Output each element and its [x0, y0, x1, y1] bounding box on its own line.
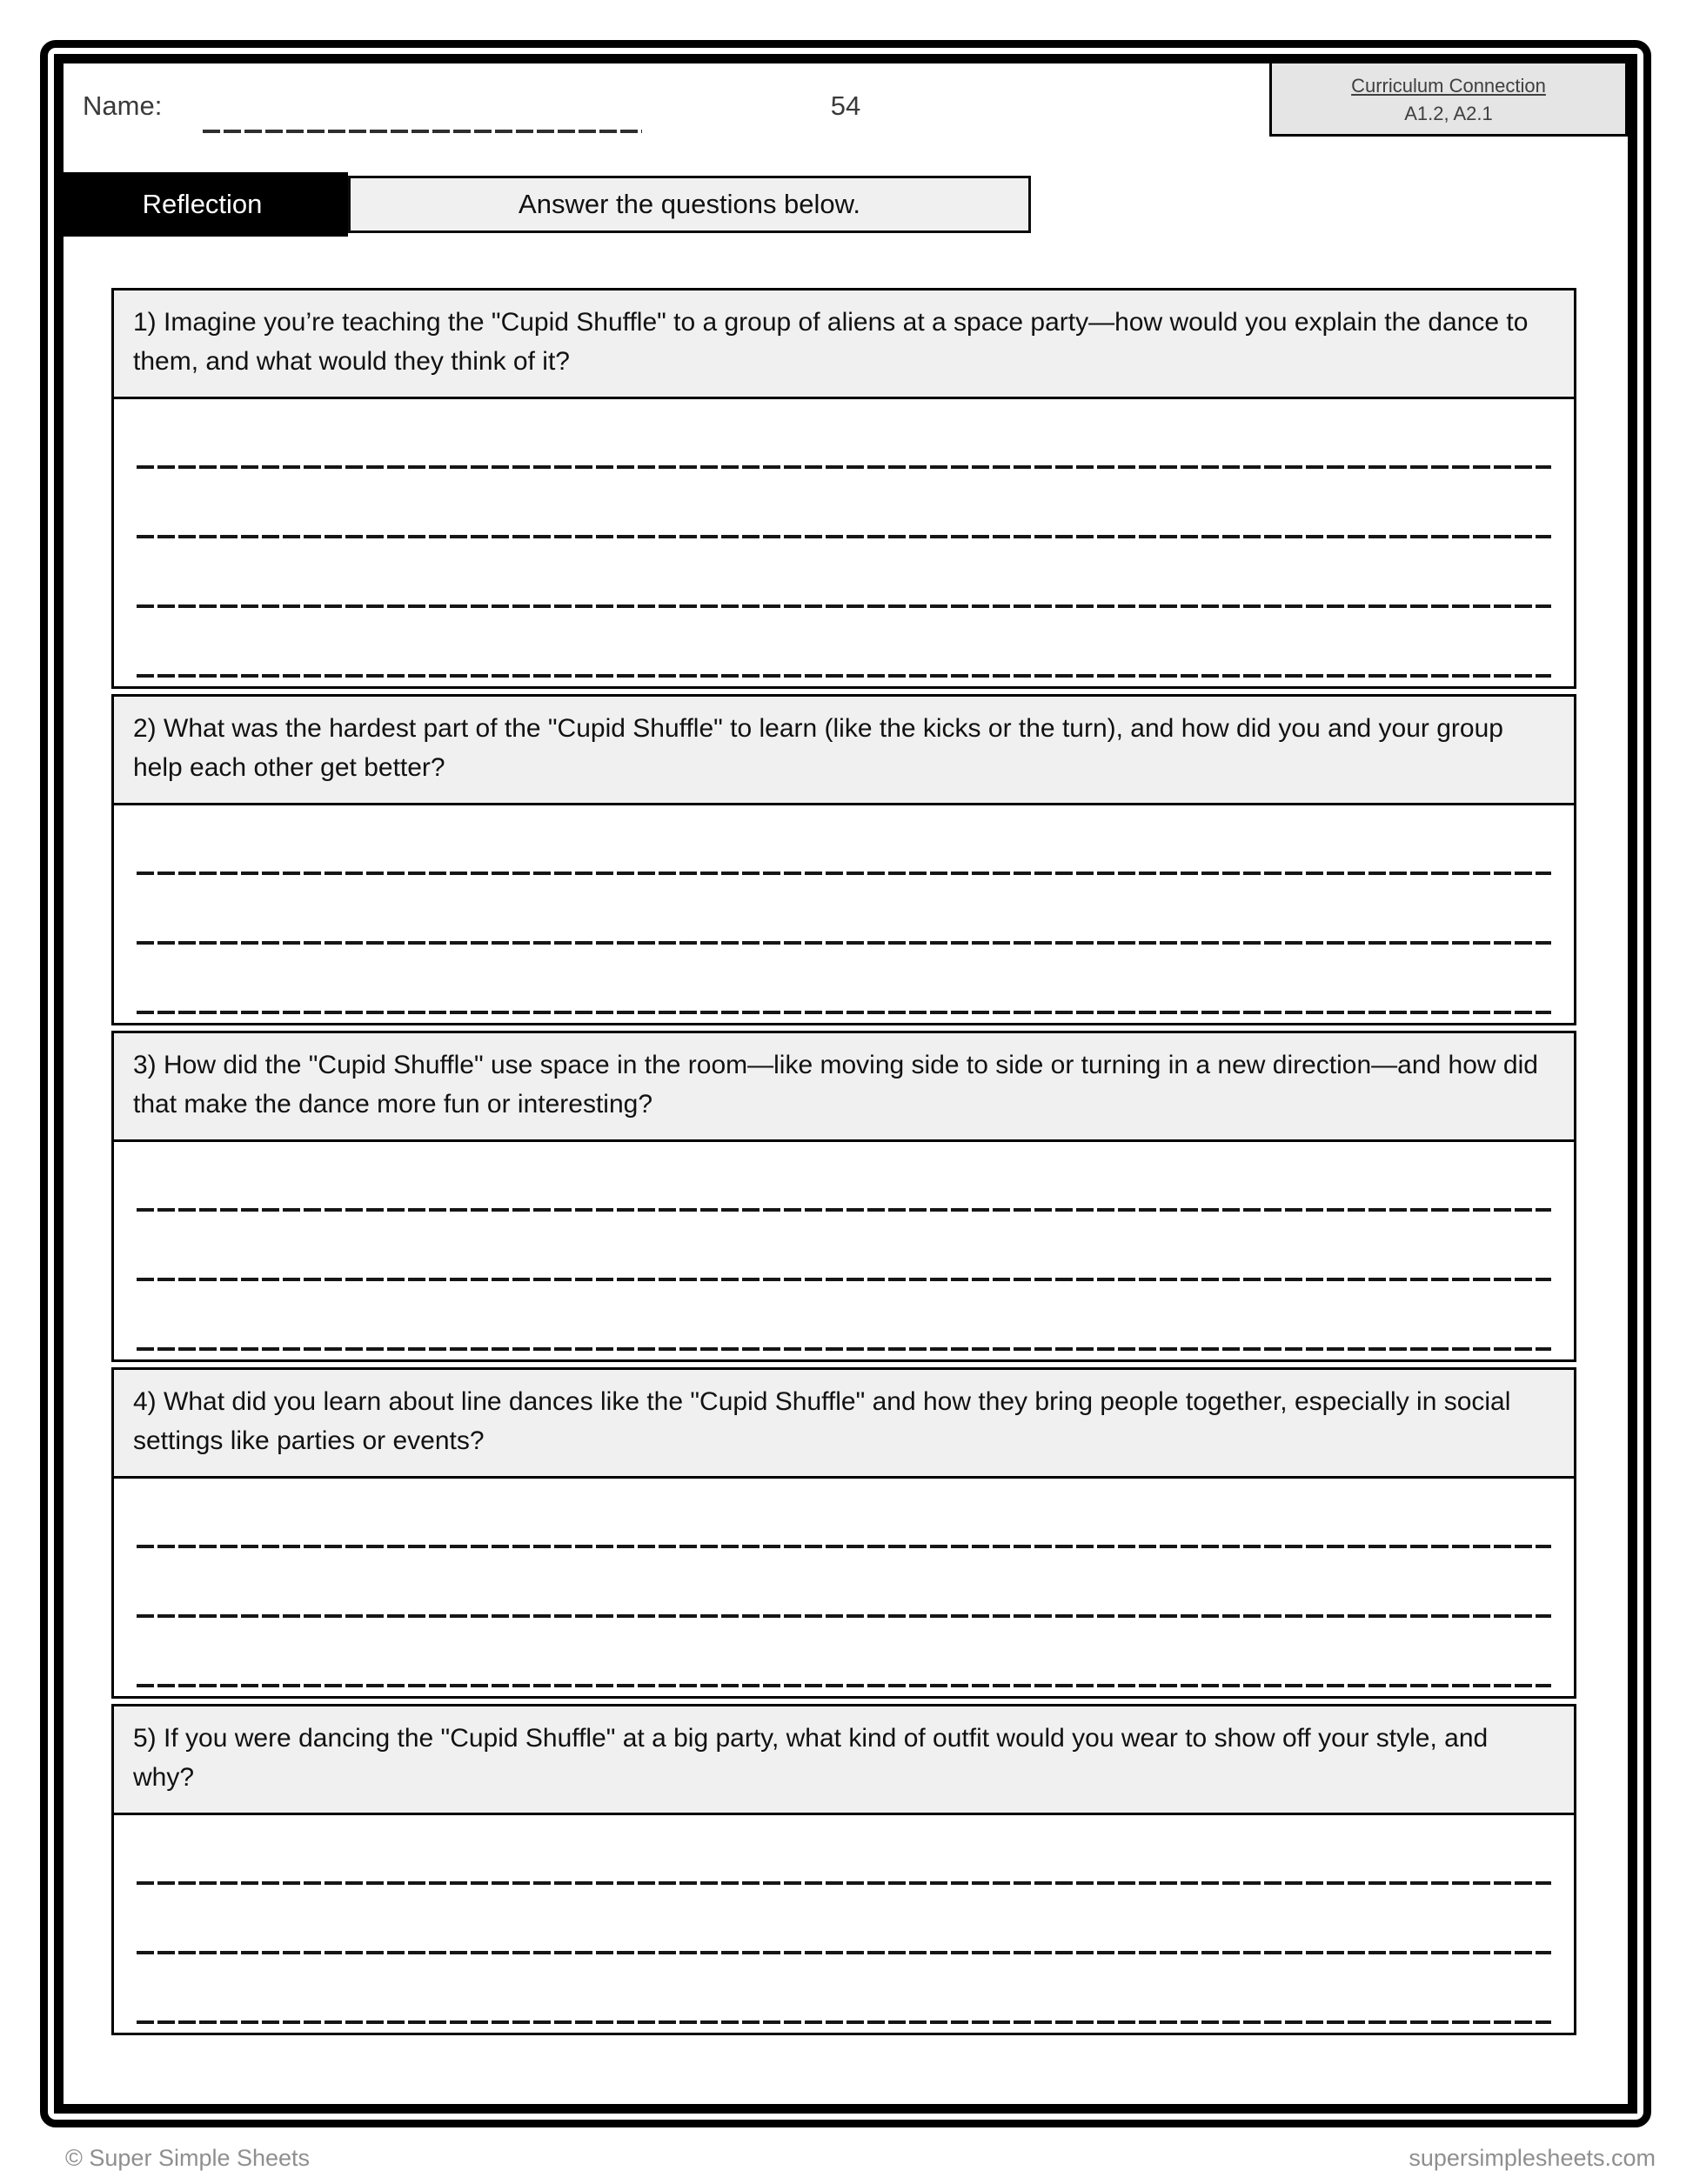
answer-area[interactable]	[114, 805, 1574, 1023]
question-text: 1) Imagine you’re teaching the "Cupid Shuffle" to a group of aliens at a space party—how would you explain the dance to them, and what would they think of it?	[114, 291, 1574, 399]
answer-line[interactable]	[137, 1815, 1551, 1885]
curriculum-connection-title: Curriculum Connection	[1351, 75, 1546, 97]
section-instruction: Answer the questions below.	[348, 176, 1031, 233]
answer-line[interactable]	[137, 1618, 1551, 1687]
answer-line[interactable]	[137, 1212, 1551, 1281]
answer-line[interactable]	[137, 945, 1551, 1014]
question-text: 5) If you were dancing the "Cupid Shuffle" at a big party, what kind of outfit would you wear to show off your style, and why?	[114, 1706, 1574, 1815]
answer-area[interactable]	[114, 1142, 1574, 1359]
answer-line[interactable]	[137, 875, 1551, 945]
footer-copyright: © Super Simple Sheets	[65, 2145, 311, 2171]
answer-line[interactable]	[137, 1142, 1551, 1212]
question-block	[111, 1031, 1576, 1362]
curriculum-connection-box	[1269, 63, 1628, 137]
page-number: 54	[830, 90, 861, 121]
answer-line[interactable]	[137, 469, 1551, 538]
questions-list	[111, 288, 1576, 2040]
answer-area[interactable]	[114, 399, 1574, 686]
answer-line[interactable]	[137, 608, 1551, 678]
answer-line[interactable]	[137, 1954, 1551, 2024]
page-outer-border	[40, 40, 1651, 2127]
question-block	[111, 694, 1576, 1025]
name-label: Name:	[83, 90, 163, 121]
answer-line[interactable]	[137, 805, 1551, 875]
question-text: 4) What did you learn about line dances like the "Cupid Shuffle" and how they bring people together, especially in social settings like parties or events?	[114, 1370, 1574, 1479]
question-block	[111, 1704, 1576, 2035]
page-inner-border	[54, 54, 1637, 2114]
question-block	[111, 288, 1576, 689]
answer-area[interactable]	[114, 1815, 1574, 2033]
answer-line[interactable]	[137, 1548, 1551, 1618]
answer-line[interactable]	[137, 399, 1551, 469]
answer-line[interactable]	[137, 1479, 1551, 1548]
answer-line[interactable]	[137, 538, 1551, 608]
footer-website: supersimplesheets.com	[1409, 2145, 1656, 2171]
answer-line[interactable]	[137, 1885, 1551, 1954]
worksheet-content	[64, 63, 1628, 2104]
question-block	[111, 1367, 1576, 1699]
name-input-line[interactable]	[203, 130, 642, 133]
question-text: 3) How did the "Cupid Shuffle" use space in the room—like moving side to side or turning in a new direction—and how did that make the dance more fun or interesting?	[114, 1033, 1574, 1142]
answer-line[interactable]	[137, 1281, 1551, 1351]
question-text: 2) What was the hardest part of the "Cupid Shuffle" to learn (like the kicks or the turn), and how did you and your group help each other get better?	[114, 697, 1574, 805]
curriculum-connection-codes: A1.2, A2.1	[1404, 103, 1493, 124]
section-title: Reflection	[57, 172, 348, 237]
answer-area[interactable]	[114, 1479, 1574, 1696]
